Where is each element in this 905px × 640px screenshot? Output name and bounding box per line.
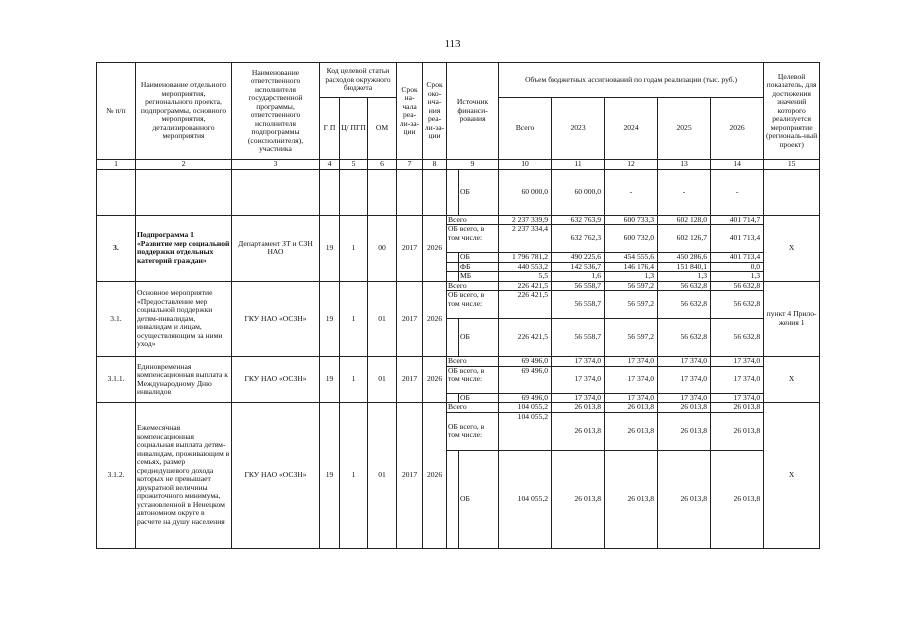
col-number: 14 [711, 160, 764, 170]
source-cell: ОБ всего, в том числе: [447, 412, 499, 450]
value-cell: 56 558,7 [552, 281, 605, 291]
value-cell: 17 374,0 [552, 393, 605, 403]
value-cell: 17 374,0 [658, 393, 711, 403]
value-cell: 26 013,8 [605, 403, 658, 413]
table-row [97, 215, 820, 225]
value-cell: 26 013,8 [605, 412, 658, 450]
value-cell: 2 237 339,9 [499, 215, 552, 225]
value-cell: 226 421,5 [499, 291, 552, 319]
row-end: 2026 [423, 403, 447, 549]
row-indicator: Х [764, 357, 820, 403]
value-cell: - [605, 169, 658, 215]
col-number: 2 [136, 160, 232, 170]
page-number: 113 [444, 38, 461, 50]
value-cell: 1 796 781,2 [499, 253, 552, 263]
value-cell: 454 555,6 [605, 253, 658, 263]
value-cell: 401 713,4 [711, 225, 764, 253]
col-number: 4 [320, 160, 340, 170]
value-cell: 5,5 [499, 272, 552, 282]
header-source: Источник финанси-рования [447, 63, 499, 160]
col-number: 1 [97, 160, 136, 170]
value-cell: 56 597,2 [605, 281, 658, 291]
value-cell: 56 632,8 [711, 319, 764, 357]
row-number: 3.1.1. [97, 357, 136, 403]
value-cell: 26 013,8 [658, 412, 711, 450]
value-cell: 17 374,0 [605, 357, 658, 367]
header-end: Срок око-нча-ния реа-ли-за-ции [423, 63, 447, 160]
value-cell: 69 496,0 [499, 366, 552, 393]
value-cell: 17 374,0 [658, 366, 711, 393]
row-pp: 1 [340, 403, 368, 549]
value-cell: 17 374,0 [605, 366, 658, 393]
source-cell: ОБ [459, 319, 499, 357]
value-cell: 226 421,5 [499, 281, 552, 291]
table-row [97, 281, 820, 291]
row-om: 01 [368, 281, 397, 357]
table-row [97, 357, 820, 367]
header-responsible: Наименование ответственного исполнителя государственной программы, ответственного исполнителя подпрограммы (соисполнителя), участника [232, 63, 320, 160]
row-end: 2026 [423, 215, 447, 281]
source-cell: ОБ [459, 393, 499, 403]
source-cell: ОБ всего, в том числе: [447, 225, 499, 253]
row-name: Ежемесячная компенсационная социальная выплата детям-инвалидам, проживающим в семьях, размер среднедушевого дохода которых не превышает двукратной величины прожиточного минимума, установленной в Ненецком автономном округе в расчете на душу населения [136, 403, 232, 549]
row-pp: 1 [340, 281, 368, 357]
header-gp: Г П [320, 98, 340, 160]
value-cell: 26 013,8 [552, 450, 605, 548]
value-cell: 56 632,8 [711, 281, 764, 291]
value-cell: 56 632,8 [711, 291, 764, 319]
row-responsible: Департамент ЗТ и СЗН НАО [232, 215, 320, 281]
row-indicator: пункт 4 Прило-жения 1 [764, 281, 820, 357]
value-cell: 226 421,5 [499, 319, 552, 357]
header-volume-group: Объем бюджетных ассигнований по годам реализации (тыс. руб.) [499, 63, 764, 98]
source-cell: Всего [447, 281, 499, 291]
value-cell: 142 536,7 [552, 262, 605, 272]
value-cell: 56 632,8 [658, 291, 711, 319]
value-cell: 17 374,0 [552, 357, 605, 367]
value-cell: 26 013,8 [552, 412, 605, 450]
value-cell: 440 553,2 [499, 262, 552, 272]
row-start: 2017 [397, 357, 423, 403]
row-responsible: ГКУ НАО «ОСЗН» [232, 281, 320, 357]
header-code-group: Код целевой статьи расходов окружного бюджета [320, 63, 397, 98]
value-cell: 60 000,0 [552, 169, 605, 215]
row-gp: 19 [320, 281, 340, 357]
value-cell: 26 013,8 [711, 450, 764, 548]
row-gp: 19 [320, 403, 340, 549]
value-cell: 17 374,0 [711, 357, 764, 367]
value-cell: 56 597,2 [605, 319, 658, 357]
source-cell: ОБ [459, 253, 499, 263]
row-gp: 19 [320, 215, 340, 281]
value-cell: 56 558,7 [552, 319, 605, 357]
row-name: Подпрограмма 1 «Развитие мер социальной поддержки отдельных категорий граждан» [136, 215, 232, 281]
value-cell: 1,3 [605, 272, 658, 282]
value-cell: 56 597,2 [605, 291, 658, 319]
value-cell: 69 496,0 [499, 357, 552, 367]
row-name: Единовременная компенсационная выплата к Международному Дню инвалидов [136, 357, 232, 403]
source-cell: Всего [447, 215, 499, 225]
table-row [97, 169, 820, 215]
row-number: 3.1. [97, 281, 136, 357]
header-ppgp: Ц/ ПГП [340, 98, 368, 160]
row-pp: 1 [340, 215, 368, 281]
value-cell: 104 055,2 [499, 450, 552, 548]
value-cell: 1,3 [711, 272, 764, 282]
value-cell: 490 225,6 [552, 253, 605, 263]
value-cell: 2 237 334,4 [499, 225, 552, 253]
value-cell: 602 128,0 [658, 215, 711, 225]
value-cell: 1,6 [552, 272, 605, 282]
col-number: 12 [605, 160, 658, 170]
value-cell: 17 374,0 [711, 366, 764, 393]
header-total: Всего [499, 98, 552, 160]
value-cell: 602 126,7 [658, 225, 711, 253]
col-number: 10 [499, 160, 552, 170]
value-cell: - [711, 169, 764, 215]
value-cell: 401 714,7 [711, 215, 764, 225]
header-om: ОМ [368, 98, 397, 160]
col-number: 5 [340, 160, 368, 170]
source-cell: ОБ [459, 169, 499, 215]
value-cell: 600 732,0 [605, 225, 658, 253]
col-number: 3 [232, 160, 320, 170]
row-responsible: ГКУ НАО «ОСЗН» [232, 403, 320, 549]
header-2025: 2025 [658, 98, 711, 160]
header-num: № п/п [97, 63, 136, 160]
source-cell: ОБ всего, в том числе: [447, 366, 499, 393]
value-cell: 600 733,3 [605, 215, 658, 225]
value-cell: 104 055,2 [499, 403, 552, 413]
row-start: 2017 [397, 215, 423, 281]
value-cell: 632 762,3 [552, 225, 605, 253]
value-cell: 26 013,8 [552, 403, 605, 413]
header-name: Наименование отдельного мероприятия, регионального проекта, подпрограммы, основного мероприятия, детализированного мероприятия [136, 63, 232, 160]
row-number: 3. [97, 215, 136, 281]
row-end: 2026 [423, 281, 447, 357]
col-number: 8 [423, 160, 447, 170]
value-cell: 60 000,0 [499, 169, 552, 215]
row-gp: 19 [320, 357, 340, 403]
value-cell: - [658, 169, 711, 215]
col-number: 6 [368, 160, 397, 170]
value-cell: 56 558,7 [552, 291, 605, 319]
value-cell: 151 840,1 [658, 262, 711, 272]
col-number: 7 [397, 160, 423, 170]
source-cell: Всего [447, 357, 499, 367]
col-number: 11 [552, 160, 605, 170]
row-start: 2017 [397, 281, 423, 357]
value-cell: 26 013,8 [605, 450, 658, 548]
value-cell: 56 632,8 [658, 281, 711, 291]
value-cell: 104 055,2 [499, 412, 552, 450]
value-cell: 69 496,0 [499, 393, 552, 403]
row-name: Основное мероприятие «Предоставление мер социальной поддержки детям-инвалидам, инвалидам и лицам, осуществляющим за ними уход» [136, 281, 232, 357]
value-cell: 17 374,0 [552, 366, 605, 393]
source-cell: ОБ [459, 450, 499, 548]
col-number: 15 [764, 160, 820, 170]
row-start: 2017 [397, 403, 423, 549]
value-cell: 56 632,8 [658, 319, 711, 357]
value-cell: 17 374,0 [658, 357, 711, 367]
row-om: 00 [368, 215, 397, 281]
value-cell: 146 176,4 [605, 262, 658, 272]
row-indicator: Х [764, 403, 820, 549]
row-pp: 1 [340, 357, 368, 403]
row-om: 01 [368, 403, 397, 549]
header-2026: 2026 [711, 98, 764, 160]
row-indicator: Х [764, 215, 820, 281]
source-cell: МБ [459, 272, 499, 282]
col-number: 9 [447, 160, 499, 170]
value-cell: 17 374,0 [605, 393, 658, 403]
value-cell: 26 013,8 [658, 450, 711, 548]
row-responsible: ГКУ НАО «ОСЗН» [232, 357, 320, 403]
row-om: 01 [368, 357, 397, 403]
source-cell: Всего [447, 403, 499, 413]
value-cell: 1,3 [658, 272, 711, 282]
value-cell: 632 763,9 [552, 215, 605, 225]
col-number: 13 [658, 160, 711, 170]
row-end: 2026 [423, 357, 447, 403]
row-number: 3.1.2. [97, 403, 136, 549]
source-cell: ОБ всего, в том числе: [447, 291, 499, 319]
source-cell: ФБ [459, 262, 499, 272]
value-cell: 401 713,4 [711, 253, 764, 263]
table-row [97, 403, 820, 413]
value-cell: 26 013,8 [711, 403, 764, 413]
header-2023: 2023 [552, 98, 605, 160]
header-start: Срок на-чала реа-ли-за-ции [397, 63, 423, 160]
value-cell: 17 374,0 [711, 393, 764, 403]
budget-table [96, 62, 820, 549]
value-cell: 26 013,8 [658, 403, 711, 413]
value-cell: 450 286,6 [658, 253, 711, 263]
value-cell: 26 013,8 [711, 412, 764, 450]
header-2024: 2024 [605, 98, 658, 160]
value-cell: 0,0 [711, 262, 764, 272]
header-indicator: Целевой показатель, для достижения значений которого реализуется мероприятие (региональ-ный проект) [764, 63, 820, 160]
